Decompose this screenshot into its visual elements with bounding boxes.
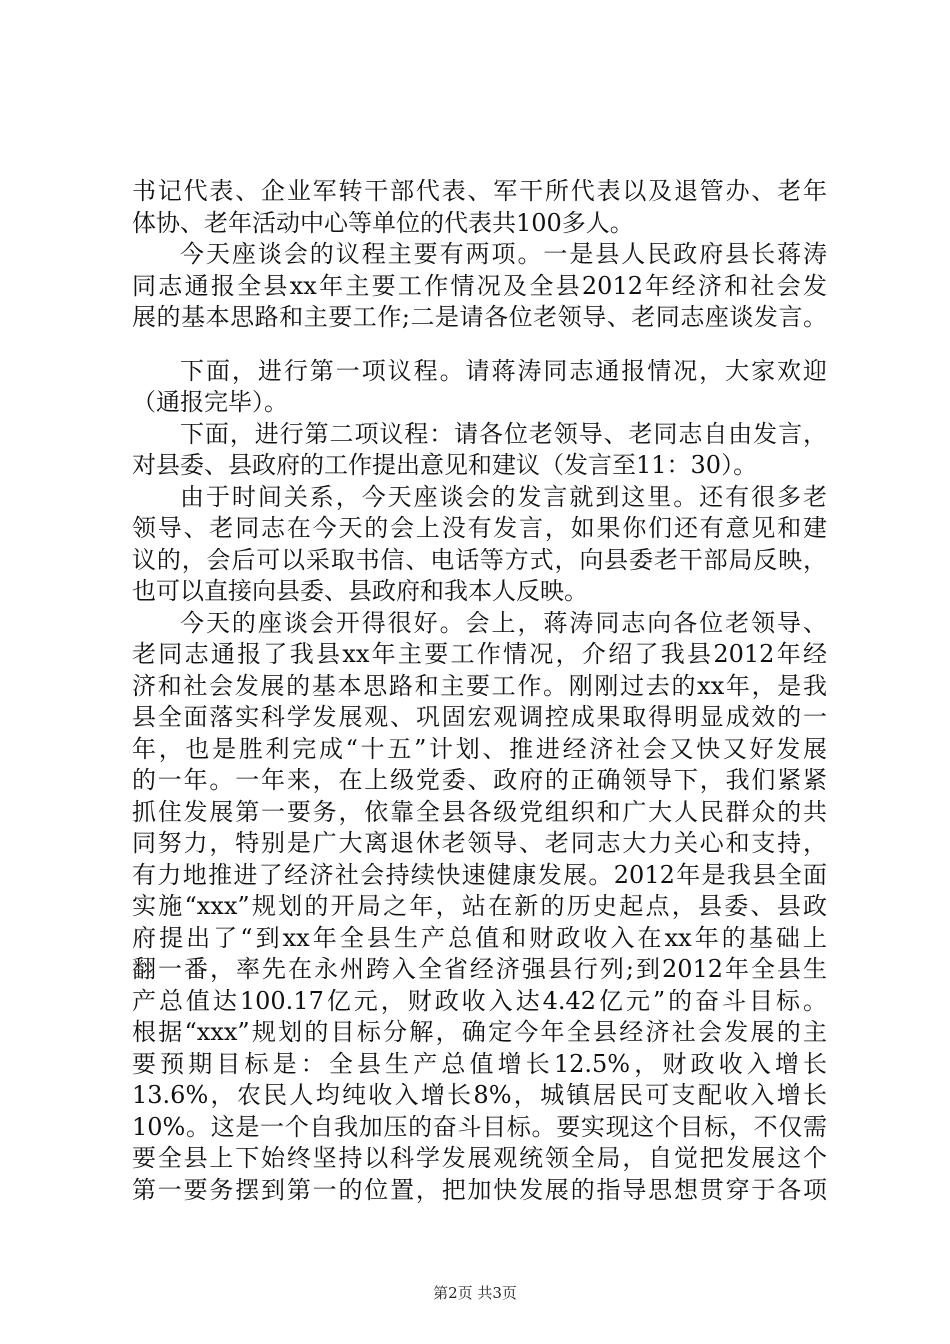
text-line: 书记代表、企业军转干部代表、军干所代表以及退管办、老年 — [132, 177, 827, 205]
text-line: 今天的座谈会开得很好。会上，蒋涛同志向各位老领导、 — [180, 608, 827, 637]
text-line: 对县委、县政府的工作提出意见和建议（发言至11：30）。 — [132, 451, 758, 479]
text-line: 下面，进行第二项议程：请各位老领导、老同志自由发言， — [180, 419, 827, 448]
text-line: 今天座谈会的议程主要有两项。一是县人民政府县长蒋涛 — [180, 240, 827, 268]
text-line: 领导、老同志在今天的会上没有发言，如果你们还有意见和建 — [132, 514, 827, 542]
document-body — [132, 176, 827, 1206]
text-line: 的一年。一年来，在上级党委、政府的正确领导下，我们紧紧 — [132, 766, 827, 794]
text-line: 府提出了“到xx年全县生产总值和财政收入在xx年的基础上 — [132, 923, 827, 952]
page-footer — [0, 1282, 950, 1303]
text-line: 体协、老年活动中心等单位的代表共100多人。 — [132, 208, 634, 237]
text-line: 实施“xxx”规划的开局之年，站在新的历史起点，县委、县政 — [132, 892, 827, 920]
page-number: 第2页 共3页 — [433, 1284, 517, 1302]
text-line: 年，也是胜利完成“十五”计划、推进经济社会又快又好发展 — [132, 734, 827, 763]
text-line: 要预期目标是：全县生产总值增长12.5%，财政收入增长 — [132, 1049, 827, 1078]
text-line: 产总值达100.17亿元，财政收入达4.42亿元”的奋斗目标。 — [132, 986, 827, 1015]
text-line: 也可以直接向县委、县政府和我本人反映。 — [132, 577, 588, 605]
text-line: 下面，进行第一项议程。请蒋涛同志通报情况，大家欢迎 — [180, 356, 827, 385]
text-line: 同志通报全县xx年主要工作情况及全县2012年经济和社会发 — [132, 271, 827, 300]
text-line: 根据“xxx”规划的目标分解，确定今年全县经济社会发展的主 — [132, 1018, 827, 1046]
text-line: 第一要务摆到第一的位置，把加快发展的指导思想贯穿于各项 — [132, 1175, 827, 1204]
text-line: 翻一番，率先在永州跨入全省经济强县行列;到2012年全县生 — [132, 955, 827, 983]
text-line: 13.6%，农民人均纯收入增长8%，城镇居民可支配收入增长 — [132, 1081, 827, 1109]
text-line: 10%。这是一个自我加压的奋斗目标。要实现这个目标，不仅需 — [132, 1112, 827, 1141]
text-line: 展的基本思路和主要工作;二是请各位老领导、老同志座谈发言。 — [132, 303, 827, 331]
text-line: 同努力，特别是广大离退休老领导、老同志大力关心和支持， — [132, 829, 827, 857]
text-line: 济和社会发展的基本思路和主要工作。刚刚过去的xx年，是我 — [132, 671, 827, 700]
paragraph-gap — [132, 334, 827, 356]
text-line: 议的，会后可以采取书信、电话等方式，向县委老干部局反映， — [132, 545, 827, 574]
text-line: 县全面落实科学发展观、巩固宏观调控成果取得明显成效的一 — [132, 703, 827, 731]
text-line: 要全县上下始终坚持以科学发展观统领全局，自觉把发展这个 — [132, 1144, 827, 1172]
text-line: 有力地推进了经济社会持续快速健康发展。2012年是我县全面 — [132, 860, 827, 889]
text-line: 老同志通报了我县xx年主要工作情况，介绍了我县2012年经 — [132, 640, 827, 668]
text-line: 由于时间关系，今天座谈会的发言就到这里。还有很多老 — [180, 482, 827, 511]
text-line: 抓住发展第一要务，依靠全县各级党组织和广大人民群众的共 — [132, 797, 827, 826]
text-line: （通报完毕）。 — [132, 388, 288, 416]
